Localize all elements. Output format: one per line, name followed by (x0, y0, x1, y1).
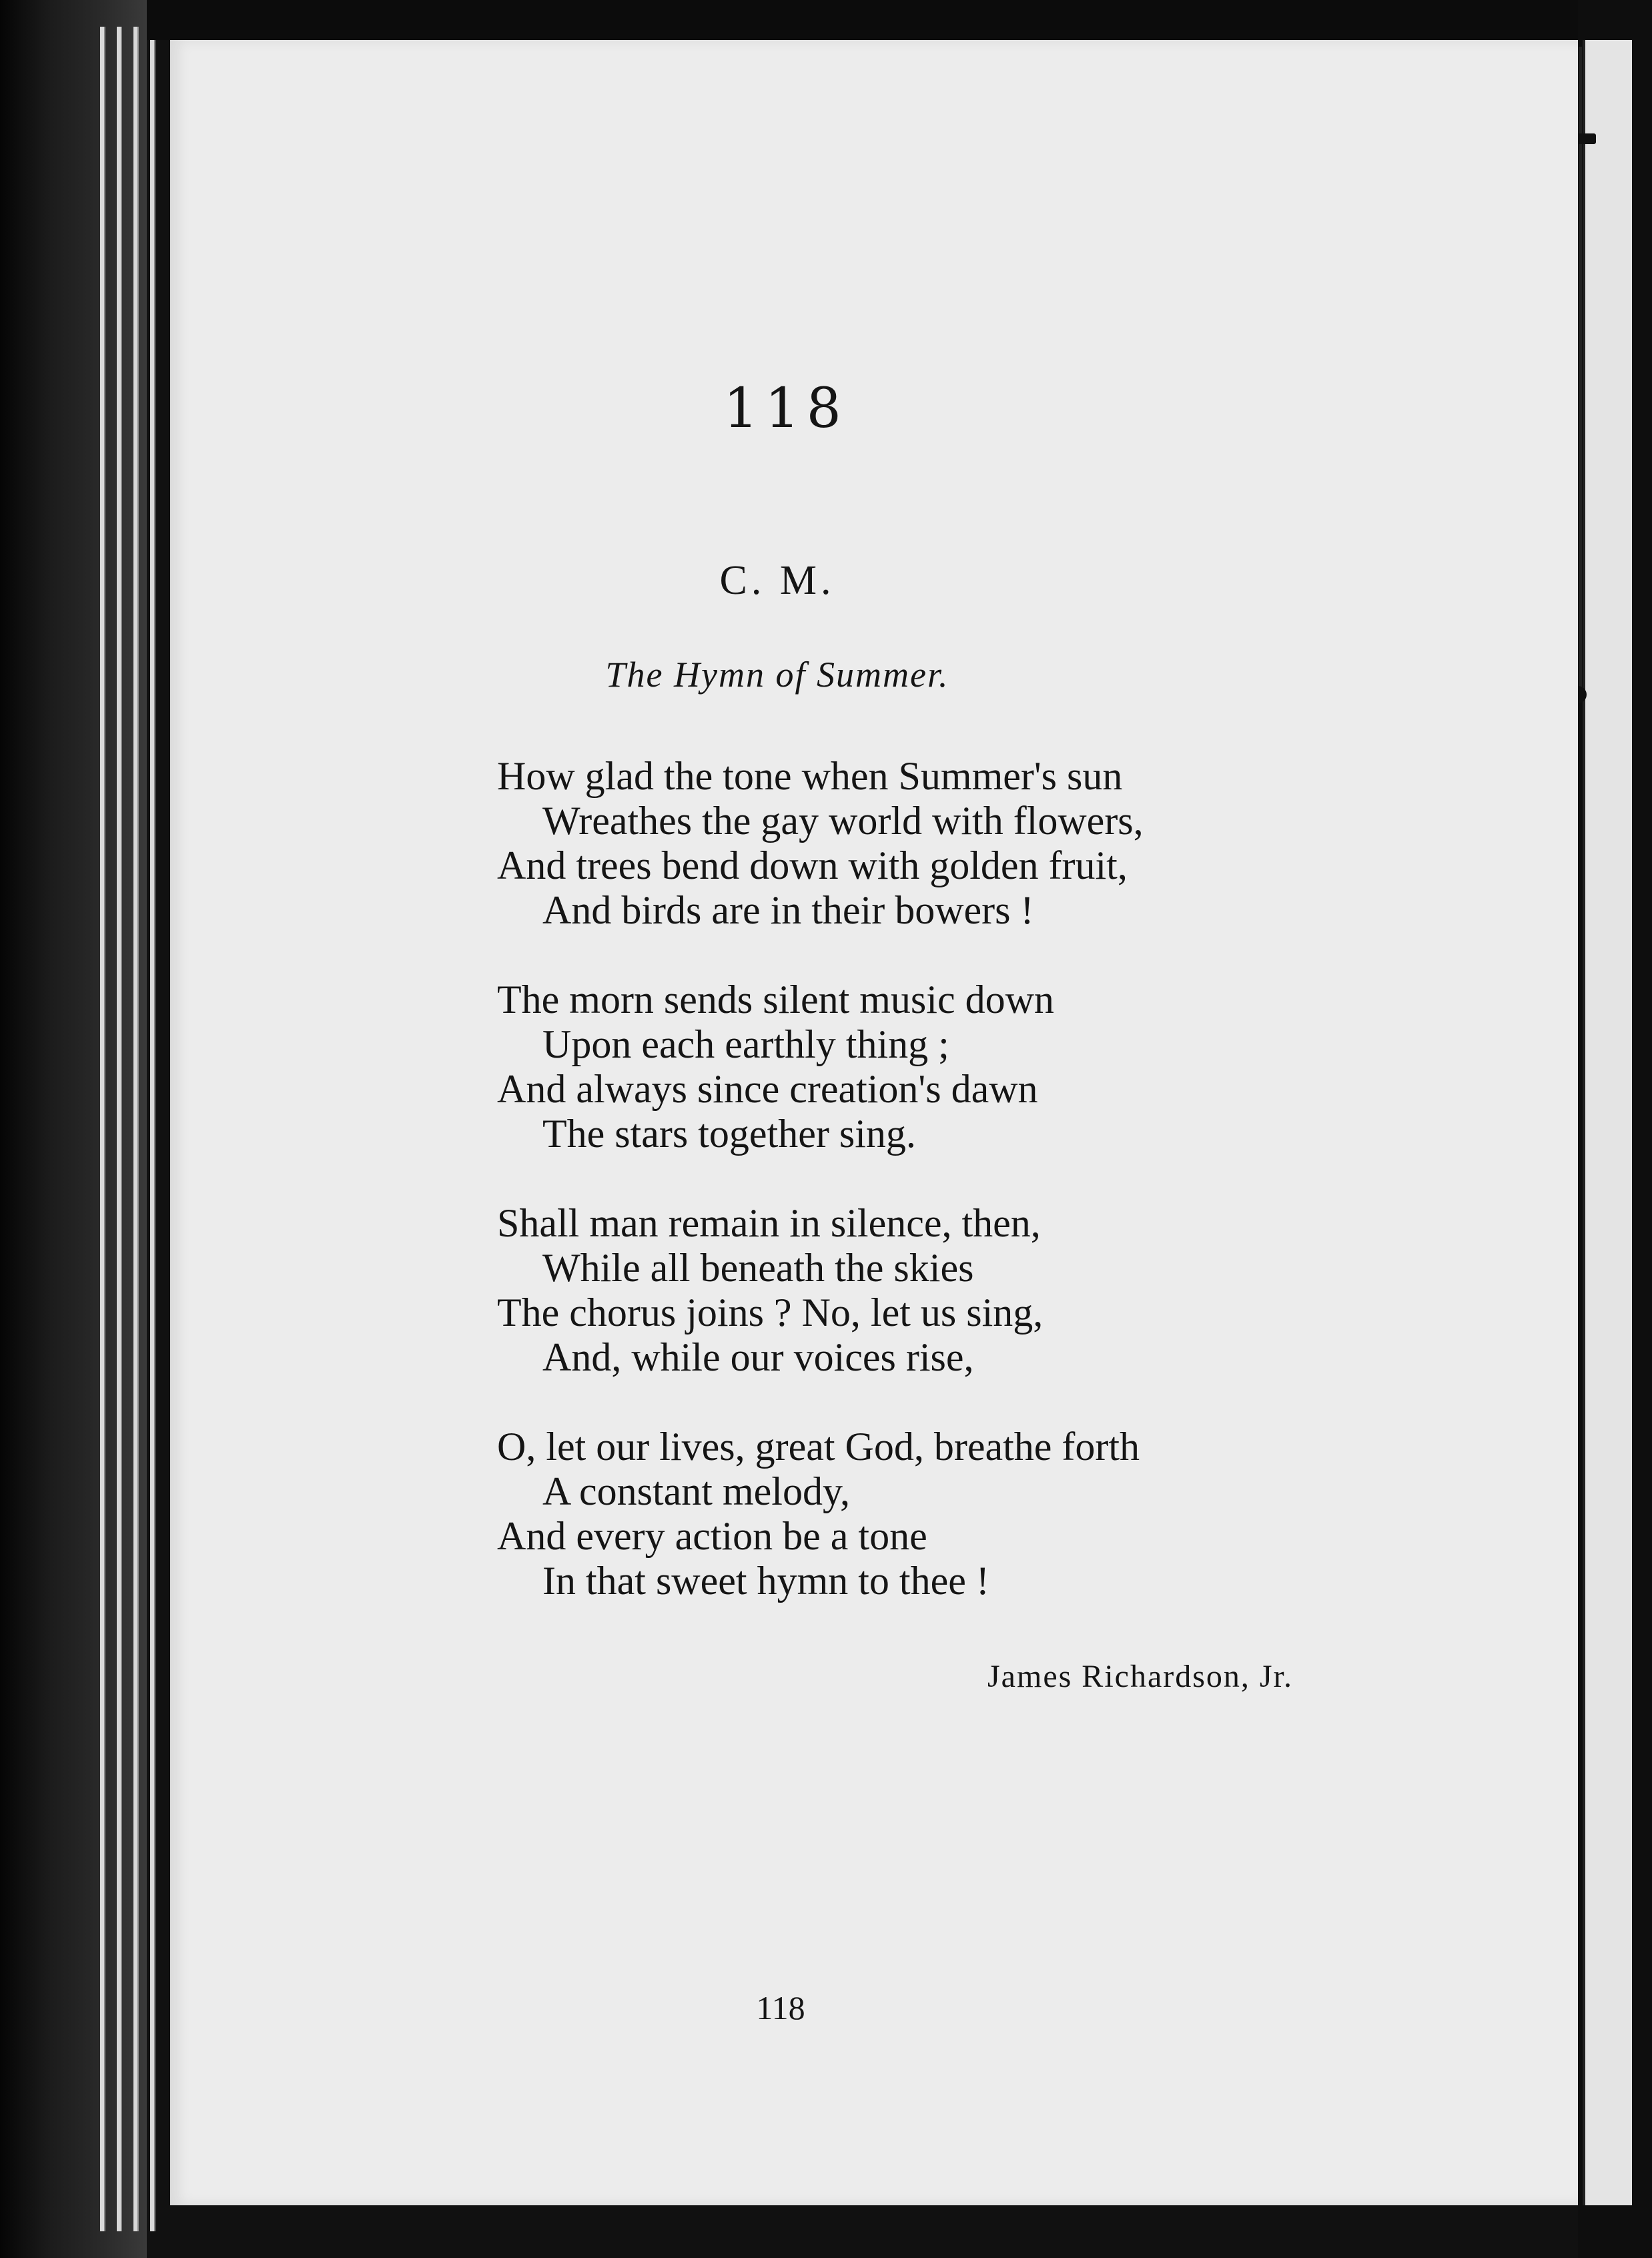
verse-line: While all beneath the skies (542, 1246, 974, 1290)
verse-line: How glad the tone when Summer's sun (497, 754, 1123, 798)
facing-page-edge (1583, 40, 1632, 2205)
author-attribution: James Richardson, Jr. (987, 1659, 1293, 1694)
verse-line: In that sweet hymn to thee ! (542, 1559, 989, 1603)
verse-line: Wreathes the gay world with flowers, (542, 799, 1144, 843)
page-edge (100, 27, 105, 2231)
verse-line: Shall man remain in silence, then, (497, 1201, 1041, 1245)
verse-line: The morn sends silent music down (497, 978, 1054, 1022)
book-spine (0, 0, 147, 2258)
verse-line: Upon each earthly thing ; (542, 1022, 949, 1066)
verse-line: And every action be a tone (497, 1514, 927, 1558)
stanza-1 (497, 754, 1498, 933)
page-edge (117, 27, 122, 2231)
verse-line: The chorus joins ? No, let us sing, (497, 1290, 1044, 1335)
page-number: 118 (756, 1989, 805, 2026)
page-edge (133, 27, 139, 2231)
hymn-title: The Hymn of Summer. (605, 655, 949, 695)
page (170, 40, 1578, 2205)
stanza-4 (497, 1425, 1498, 1603)
verse-line: The stars together sing. (542, 1112, 916, 1156)
verse-line: And birds are in their bowers ! (542, 888, 1034, 932)
meter-label: C. M. (719, 558, 835, 603)
page-content (170, 40, 1578, 2205)
hymn-verses (497, 754, 1498, 1648)
stanza-3 (497, 1201, 1498, 1380)
bookmark-ribbon (1579, 47, 1582, 701)
stanza-2 (497, 978, 1498, 1156)
verse-line: O, let our lives, great God, breathe forth (497, 1425, 1140, 1469)
hymn-number: 118 (723, 377, 848, 440)
verse-line: And always since creation's dawn (497, 1067, 1038, 1111)
top-margin-shadow (147, 0, 1652, 40)
verse-line: And, while our voices rise, (542, 1335, 974, 1379)
verse-line: And trees bend down with golden fruit, (497, 843, 1128, 887)
page-edge (150, 27, 155, 2231)
verse-line: A constant melody, (542, 1469, 851, 1513)
